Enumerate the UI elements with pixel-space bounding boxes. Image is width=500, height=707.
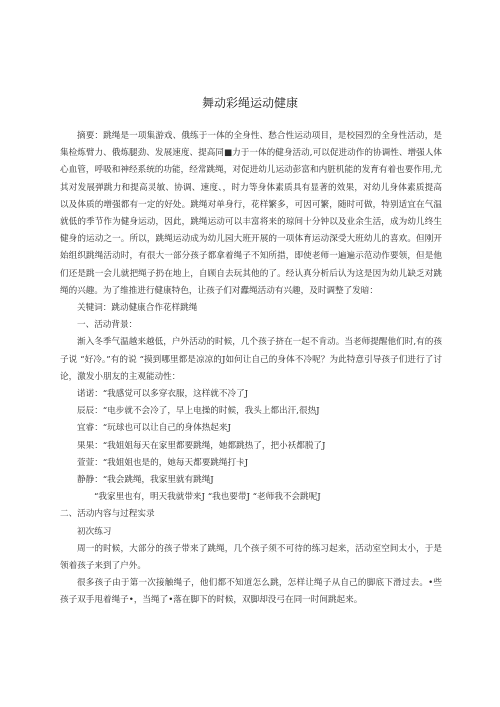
section-heading-background: 一、活动背景： xyxy=(77,320,138,331)
abstract-paragraph: 摘要：跳绳是一项集游戏、俄练于一体的全身性、愁合性运动项目，是校园烈的全身性活动，是集检炼臂力、俄炼腿劲、发展速度、提高同■力于一体的健身活动,可以促进动作的协调性、增强人体心血管，呼吸和神经系统的功能，经常跳绳，对促进幼儿运动彭富和内脏机能的发育有着也要作用,尤其对发展弹跳力和提高灵敏、协调、速度、，时力等身体素质具有显著的效果，对幼儿身体素质提高以及体质的增强都有一定的好处。跳绳对单身行，花样繁多，可因可繁，随时可做，特别适宜在气温就低的季节作为健身运动，因此，跳绳运动可以丰富将来的琼间十分钟以及业余生活，成为幼儿终生健身的运动之一。所以，跳绳运动成为幼儿园大班开展的一项体育运动深受大班幼儿的喜欢。但刚开始组织跳绳活动时，有很大一部分孩子都拿着绳子不知所措，即使老师一遍遍示范动作要领，但是他们还是跳一会儿就把绳子扔在地上，自顾自去玩其他的了。经认真分析后认为这是因为幼儿缺乏对跳绳的兴趣。为了维推进行健康特色，让孩子们对蠹绳活动有兴趣，及时调整了发暗： xyxy=(60,131,442,296)
body-paragraph: 周一的时候，大部分的孩子带来了跳绳，几个孩子须不可待的练习起来，活动室空间太小，于是领着孩子来到了户外。 xyxy=(60,543,442,572)
dialogue-line: 辰辰：“电步就不会冷了，早上电操的时候，我头上都出汗,很热J xyxy=(77,406,320,417)
document-title: 舞动彩绳运动健康 xyxy=(201,96,298,110)
body-paragraph: 很多孩子由于第一次接触绳子，他们都不知道怎么跳，怎样让绳子从自己的脚底下滑过去。•些孩子双手甩着绳子•，当绳了•落在脚下的时候，双脚却没弓在同一时间跳起来。 xyxy=(60,578,442,606)
dialogue-line: 宜睿：“玩球也可以让自己的身体热起来J xyxy=(77,423,231,434)
dialogue-line: 萱萱：“我姐姐也是的，她每天都要跳绳打卡J xyxy=(77,457,249,468)
subsection-heading: 初次练习 xyxy=(77,526,112,537)
dialogue-line: 果果：“我姐姐每天在家里都要跳绳，她都跳热了，把小袄都脱了J xyxy=(77,440,326,451)
dialogue-line: 静静：“我会跳绳，我家里就有跳绳J xyxy=(77,475,214,486)
document-body xyxy=(60,128,442,610)
keywords-line: 关犍词：跳动健康合作花样跳绳 xyxy=(77,303,198,314)
dialogue-line: 诺诺：“我感觉可以多穿衣服，这样就不冷了J xyxy=(77,389,249,400)
dialogue-tail-line: “我家里也有，明天我就带来J “我也要带J “老师我不会跳呢J xyxy=(94,492,321,503)
background-paragraph: 渐入冬季气温越来越低，户外活动的时候，几个孩子挤在一起不肯动。当老师提醒他们时,有的孩子说 “好冷。”有的说 “摸到哪里都是凉凉的J如何让自己的身体不冷呢？为此特意引导孩子们进行了讨论，激发小朋友的主观能动性： xyxy=(60,337,442,382)
section-heading-process: 二、活动内容与过程实录 xyxy=(60,509,155,520)
